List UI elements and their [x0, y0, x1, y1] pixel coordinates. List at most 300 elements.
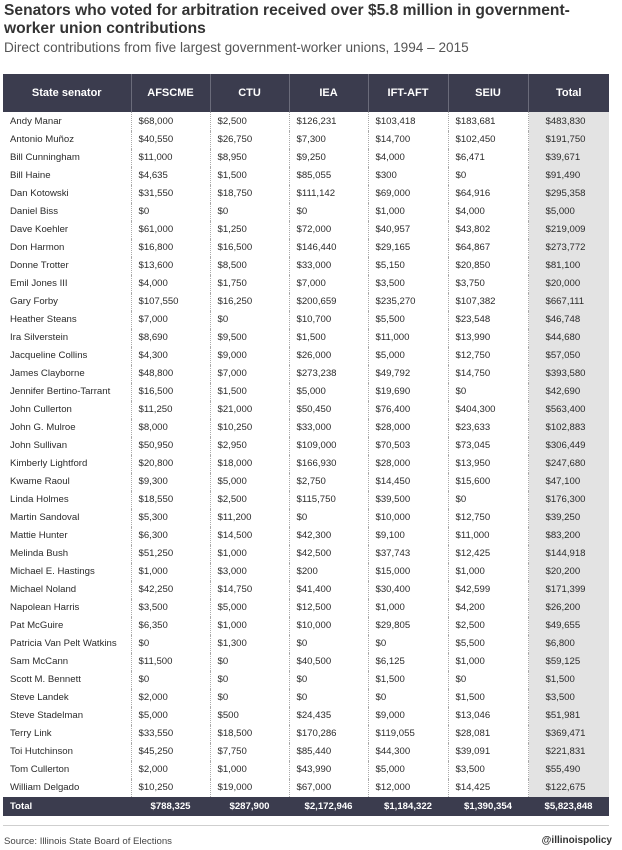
- iea-cell: $200: [289, 563, 368, 581]
- seiu-cell: $0: [448, 167, 528, 185]
- senator-name-cell: Andy Manar: [10, 116, 62, 127]
- seiu-cell: $0: [448, 383, 528, 401]
- seiu-cell: $183,681: [448, 112, 528, 131]
- iea-cell: $0: [289, 203, 368, 221]
- afscme-cell: $2,000: [131, 689, 210, 707]
- ctu-cell: $0: [210, 689, 289, 707]
- total-cell: $667,111: [528, 293, 609, 311]
- afscme-cell: $42,250: [131, 581, 210, 599]
- senator-name-cell: Scott M. Bennett: [10, 674, 81, 685]
- seiu-cell: $0: [448, 671, 528, 689]
- afscme-cell: $3,500: [131, 599, 210, 617]
- seiu-cell: $23,548: [448, 311, 528, 329]
- afscme-cell: $31,550: [131, 185, 210, 203]
- total-cell: $144,918: [528, 545, 609, 563]
- seiu-cell: $12,425: [448, 545, 528, 563]
- seiu-cell: $14,425: [448, 779, 528, 797]
- total-ift-aft: $1,184,322: [368, 797, 448, 816]
- seiu-cell: $13,990: [448, 329, 528, 347]
- total-cell: $57,050: [528, 347, 609, 365]
- table-row: [3, 635, 609, 653]
- iea-cell: $0: [289, 635, 368, 653]
- ift-aft-cell: $9,100: [368, 527, 448, 545]
- senator-name-cell: Gary Forby: [10, 296, 58, 307]
- total-cell: $247,680: [528, 455, 609, 473]
- table-row: [3, 365, 609, 383]
- iea-cell: $170,286: [289, 725, 368, 743]
- ctu-cell: $0: [210, 653, 289, 671]
- senator-name-cell: Bill Cunningham: [10, 152, 80, 163]
- ctu-cell: $26,750: [210, 131, 289, 149]
- seiu-cell: $404,300: [448, 401, 528, 419]
- ctu-cell: $1,250: [210, 221, 289, 239]
- ift-aft-cell: $1,000: [368, 599, 448, 617]
- afscme-cell: $16,500: [131, 383, 210, 401]
- seiu-cell: $3,500: [448, 761, 528, 779]
- afscme-cell: $9,300: [131, 473, 210, 491]
- ift-aft-cell: $28,000: [368, 419, 448, 437]
- ctu-cell: $8,500: [210, 257, 289, 275]
- senator-name-cell: Michael Noland: [10, 584, 77, 595]
- total-cell: $44,680: [528, 329, 609, 347]
- afscme-cell: $61,000: [131, 221, 210, 239]
- ctu-cell: $9,500: [210, 329, 289, 347]
- column-header-senator: State senator: [3, 74, 131, 112]
- total-cell: $191,750: [528, 131, 609, 149]
- column-header-afscme: AFSCME: [131, 74, 210, 112]
- iea-cell: $111,142: [289, 185, 368, 203]
- ift-aft-cell: $40,957: [368, 221, 448, 239]
- senator-name-cell: Antonio Muñoz: [10, 134, 74, 145]
- total-cell: $369,471: [528, 725, 609, 743]
- table-row: [3, 761, 609, 779]
- total-cell: $122,675: [528, 779, 609, 797]
- ctu-cell: $0: [210, 203, 289, 221]
- senator-name-cell: Toi Hutchinson: [10, 746, 73, 757]
- iea-cell: $126,231: [289, 112, 368, 131]
- table-row: [3, 419, 609, 437]
- ift-aft-cell: $4,000: [368, 149, 448, 167]
- senator-name-cell: Bill Haine: [10, 170, 51, 181]
- senator-name-cell: Dave Koehler: [10, 224, 69, 235]
- table-row: [3, 545, 609, 563]
- total-cell: $273,772: [528, 239, 609, 257]
- ift-aft-cell: $5,000: [368, 761, 448, 779]
- table-row: [3, 689, 609, 707]
- iea-cell: $41,400: [289, 581, 368, 599]
- senator-name-cell: Jennifer Bertino-Tarrant: [10, 386, 111, 397]
- chart-title: Senators who voted for arbitration received over $5.8 million in government-worker union contributions: [4, 2, 570, 37]
- senator-name-cell: Emil Jones III: [10, 278, 68, 289]
- chart-subtitle: Direct contributions from five largest government-worker unions, 1994 – 2015: [4, 40, 469, 55]
- seiu-cell: $28,081: [448, 725, 528, 743]
- ctu-cell: $10,250: [210, 419, 289, 437]
- ift-aft-cell: $14,450: [368, 473, 448, 491]
- ctu-cell: $7,750: [210, 743, 289, 761]
- iea-cell: $10,700: [289, 311, 368, 329]
- senator-name-cell: Melinda Bush: [10, 548, 69, 559]
- total-grand: $5,823,848: [528, 797, 609, 816]
- total-cell: $563,400: [528, 401, 609, 419]
- iea-cell: $42,500: [289, 545, 368, 563]
- afscme-cell: $48,800: [131, 365, 210, 383]
- table-row: [3, 112, 609, 131]
- table-row: [3, 653, 609, 671]
- ift-aft-cell: $37,743: [368, 545, 448, 563]
- table-row: [3, 509, 609, 527]
- ctu-cell: $3,000: [210, 563, 289, 581]
- contributions-table: [3, 74, 609, 816]
- ift-aft-cell: $10,000: [368, 509, 448, 527]
- ift-aft-cell: $76,400: [368, 401, 448, 419]
- senator-name-cell: John Cullerton: [10, 404, 72, 415]
- table-row: [3, 275, 609, 293]
- senator-name-cell: James Clayborne: [10, 368, 85, 379]
- ift-aft-cell: $12,000: [368, 779, 448, 797]
- ctu-cell: $1,000: [210, 545, 289, 563]
- senator-name-cell: Napolean Harris: [10, 602, 80, 613]
- table-row: [3, 779, 609, 797]
- ift-aft-cell: $11,000: [368, 329, 448, 347]
- seiu-cell: $4,200: [448, 599, 528, 617]
- senator-name-cell: Kwame Raoul: [10, 476, 70, 487]
- senator-name-cell: John Sullivan: [10, 440, 68, 451]
- total-cell: $171,399: [528, 581, 609, 599]
- iea-cell: $67,000: [289, 779, 368, 797]
- ctu-cell: $1,300: [210, 635, 289, 653]
- seiu-cell: $12,750: [448, 509, 528, 527]
- table-row: [3, 491, 609, 509]
- seiu-cell: $1,000: [448, 653, 528, 671]
- total-cell: $20,200: [528, 563, 609, 581]
- table-row: [3, 437, 609, 455]
- total-cell: $39,671: [528, 149, 609, 167]
- ctu-cell: $18,750: [210, 185, 289, 203]
- ctu-cell: $2,950: [210, 437, 289, 455]
- ift-aft-cell: $300: [368, 167, 448, 185]
- senator-name-cell: Dan Kotowski: [10, 188, 69, 199]
- senator-name-cell: Sam McCann: [10, 656, 69, 667]
- ctu-cell: $1,750: [210, 275, 289, 293]
- afscme-cell: $4,635: [131, 167, 210, 185]
- total-ctu: $287,900: [210, 797, 289, 816]
- table-row: [3, 185, 609, 203]
- afscme-cell: $11,250: [131, 401, 210, 419]
- table-row: [3, 599, 609, 617]
- ift-aft-cell: $39,500: [368, 491, 448, 509]
- senator-name-cell: Martin Sandoval: [10, 512, 80, 523]
- ctu-cell: $14,750: [210, 581, 289, 599]
- afscme-cell: $1,000: [131, 563, 210, 581]
- seiu-cell: $13,950: [448, 455, 528, 473]
- table-row: [3, 401, 609, 419]
- ift-aft-cell: $19,690: [368, 383, 448, 401]
- afscme-cell: $7,000: [131, 311, 210, 329]
- afscme-cell: $0: [131, 203, 210, 221]
- table-row: [3, 203, 609, 221]
- total-cell: $26,200: [528, 599, 609, 617]
- total-cell: $1,500: [528, 671, 609, 689]
- iea-cell: $9,250: [289, 149, 368, 167]
- seiu-cell: $107,382: [448, 293, 528, 311]
- iea-cell: $85,440: [289, 743, 368, 761]
- afscme-cell: $0: [131, 671, 210, 689]
- total-cell: $5,000: [528, 203, 609, 221]
- source-note: Source: Illinois State Board of Elections: [4, 836, 172, 847]
- total-cell: $83,200: [528, 527, 609, 545]
- table-header-row: [3, 74, 609, 112]
- ift-aft-cell: $29,805: [368, 617, 448, 635]
- table-row: [3, 239, 609, 257]
- afscme-cell: $107,550: [131, 293, 210, 311]
- ift-aft-cell: $235,270: [368, 293, 448, 311]
- table-row: [3, 725, 609, 743]
- table-row: [3, 707, 609, 725]
- afscme-cell: $6,350: [131, 617, 210, 635]
- seiu-cell: $12,750: [448, 347, 528, 365]
- ctu-cell: $5,000: [210, 599, 289, 617]
- afscme-cell: $2,000: [131, 761, 210, 779]
- senator-name-cell: Daniel Biss: [10, 206, 58, 217]
- senator-name-cell: Don Harmon: [10, 242, 65, 253]
- iea-cell: $42,300: [289, 527, 368, 545]
- seiu-cell: $0: [448, 491, 528, 509]
- table-row: [3, 581, 609, 599]
- table-row: [3, 257, 609, 275]
- iea-cell: $2,750: [289, 473, 368, 491]
- afscme-cell: $5,000: [131, 707, 210, 725]
- total-cell: $42,690: [528, 383, 609, 401]
- iea-cell: $5,000: [289, 383, 368, 401]
- seiu-cell: $6,471: [448, 149, 528, 167]
- column-header-iea: IEA: [289, 74, 368, 112]
- total-cell: $20,000: [528, 275, 609, 293]
- afscme-cell: $16,800: [131, 239, 210, 257]
- seiu-cell: $15,600: [448, 473, 528, 491]
- afscme-cell: $4,000: [131, 275, 210, 293]
- iea-cell: $40,500: [289, 653, 368, 671]
- senator-name-cell: Kimberly Lightford: [10, 458, 88, 469]
- senator-name-cell: Heather Steans: [10, 314, 77, 325]
- ctu-cell: $8,950: [210, 149, 289, 167]
- senator-name-cell: Michael E. Hastings: [10, 566, 95, 577]
- ift-aft-cell: $1,000: [368, 203, 448, 221]
- senator-name-cell: Tom Cullerton: [10, 764, 70, 775]
- seiu-cell: $102,450: [448, 131, 528, 149]
- ift-aft-cell: $30,400: [368, 581, 448, 599]
- ctu-cell: $1,500: [210, 167, 289, 185]
- total-cell: $306,449: [528, 437, 609, 455]
- ift-aft-cell: $9,000: [368, 707, 448, 725]
- table-row: [3, 329, 609, 347]
- senator-name-cell: Linda Holmes: [10, 494, 69, 505]
- iea-cell: $273,238: [289, 365, 368, 383]
- footer-divider: [3, 825, 609, 826]
- table-body: [3, 112, 609, 797]
- ift-aft-cell: $0: [368, 635, 448, 653]
- senator-name-cell: William Delgado: [10, 782, 80, 793]
- total-cell: $295,358: [528, 185, 609, 203]
- table-row: [3, 167, 609, 185]
- total-cell: $6,800: [528, 635, 609, 653]
- ctu-cell: $2,500: [210, 112, 289, 131]
- ctu-cell: $18,500: [210, 725, 289, 743]
- seiu-cell: $1,500: [448, 689, 528, 707]
- afscme-cell: $51,250: [131, 545, 210, 563]
- total-cell: $221,831: [528, 743, 609, 761]
- ift-aft-cell: $5,500: [368, 311, 448, 329]
- senator-name-cell: Patricia Van Pelt Watkins: [10, 638, 117, 649]
- iea-cell: $7,000: [289, 275, 368, 293]
- afscme-cell: $10,250: [131, 779, 210, 797]
- ift-aft-cell: $70,503: [368, 437, 448, 455]
- afscme-cell: $20,800: [131, 455, 210, 473]
- senator-name-cell: Steve Landek: [10, 692, 69, 703]
- afscme-cell: $18,550: [131, 491, 210, 509]
- senator-name-cell: Ira Silverstein: [10, 332, 69, 343]
- iea-cell: $33,000: [289, 257, 368, 275]
- seiu-cell: $14,750: [448, 365, 528, 383]
- total-label: Total: [3, 797, 131, 816]
- seiu-cell: $73,045: [448, 437, 528, 455]
- ift-aft-cell: $5,150: [368, 257, 448, 275]
- total-afscme: $788,325: [131, 797, 210, 816]
- ctu-cell: $0: [210, 311, 289, 329]
- table-row: [3, 743, 609, 761]
- ctu-cell: $1,000: [210, 617, 289, 635]
- seiu-cell: $64,916: [448, 185, 528, 203]
- table-row: [3, 347, 609, 365]
- table-row: [3, 671, 609, 689]
- ift-aft-cell: $6,125: [368, 653, 448, 671]
- ctu-cell: $9,000: [210, 347, 289, 365]
- seiu-cell: $5,500: [448, 635, 528, 653]
- total-cell: $483,830: [528, 112, 609, 131]
- seiu-cell: $39,091: [448, 743, 528, 761]
- senator-name-cell: Terry Link: [10, 728, 52, 739]
- ift-aft-cell: $0: [368, 689, 448, 707]
- ift-aft-cell: $49,792: [368, 365, 448, 383]
- seiu-cell: $2,500: [448, 617, 528, 635]
- senator-name-cell: Pat McGuire: [10, 620, 64, 631]
- seiu-cell: $13,046: [448, 707, 528, 725]
- ctu-cell: $1,000: [210, 761, 289, 779]
- ift-aft-cell: $1,500: [368, 671, 448, 689]
- total-cell: $55,490: [528, 761, 609, 779]
- column-header-ift-aft: IFT-AFT: [368, 74, 448, 112]
- ift-aft-cell: $69,000: [368, 185, 448, 203]
- total-cell: $51,981: [528, 707, 609, 725]
- table-row: [3, 221, 609, 239]
- iea-cell: $0: [289, 671, 368, 689]
- ctu-cell: $5,000: [210, 473, 289, 491]
- column-header-ctu: CTU: [210, 74, 289, 112]
- total-cell: $39,250: [528, 509, 609, 527]
- afscme-cell: $11,000: [131, 149, 210, 167]
- iea-cell: $50,450: [289, 401, 368, 419]
- afscme-cell: $11,500: [131, 653, 210, 671]
- afscme-cell: $13,600: [131, 257, 210, 275]
- ift-aft-cell: $14,700: [368, 131, 448, 149]
- ctu-cell: $18,000: [210, 455, 289, 473]
- ctu-cell: $7,000: [210, 365, 289, 383]
- table-total-row: [3, 797, 609, 816]
- seiu-cell: $4,000: [448, 203, 528, 221]
- total-cell: $393,580: [528, 365, 609, 383]
- ift-aft-cell: $29,165: [368, 239, 448, 257]
- iea-cell: $0: [289, 509, 368, 527]
- seiu-cell: $42,599: [448, 581, 528, 599]
- iea-cell: $24,435: [289, 707, 368, 725]
- afscme-cell: $68,000: [131, 112, 210, 131]
- senator-name-cell: Donne Trotter: [10, 260, 69, 271]
- ctu-cell: $16,500: [210, 239, 289, 257]
- ctu-cell: $16,250: [210, 293, 289, 311]
- total-iea: $2,172,946: [289, 797, 368, 816]
- table-row: [3, 563, 609, 581]
- table-row: [3, 383, 609, 401]
- ift-aft-cell: $5,000: [368, 347, 448, 365]
- seiu-cell: $20,850: [448, 257, 528, 275]
- iea-cell: $12,500: [289, 599, 368, 617]
- iea-cell: $7,300: [289, 131, 368, 149]
- seiu-cell: $64,867: [448, 239, 528, 257]
- table-row: [3, 617, 609, 635]
- ift-aft-cell: $103,418: [368, 112, 448, 131]
- iea-cell: $109,000: [289, 437, 368, 455]
- iea-cell: $200,659: [289, 293, 368, 311]
- social-handle: @illinoispolicy: [541, 835, 612, 846]
- iea-cell: $10,000: [289, 617, 368, 635]
- ctu-cell: $500: [210, 707, 289, 725]
- iea-cell: $85,055: [289, 167, 368, 185]
- total-cell: $59,125: [528, 653, 609, 671]
- seiu-cell: $11,000: [448, 527, 528, 545]
- table-row: [3, 131, 609, 149]
- ctu-cell: $11,200: [210, 509, 289, 527]
- iea-cell: $26,000: [289, 347, 368, 365]
- total-cell: $49,655: [528, 617, 609, 635]
- senator-name-cell: Jacqueline Collins: [10, 350, 88, 361]
- afscme-cell: $8,690: [131, 329, 210, 347]
- iea-cell: $43,990: [289, 761, 368, 779]
- iea-cell: $33,000: [289, 419, 368, 437]
- table-row: [3, 473, 609, 491]
- ctu-cell: $21,000: [210, 401, 289, 419]
- iea-cell: $1,500: [289, 329, 368, 347]
- afscme-cell: $33,550: [131, 725, 210, 743]
- afscme-cell: $8,000: [131, 419, 210, 437]
- afscme-cell: $5,300: [131, 509, 210, 527]
- iea-cell: $166,930: [289, 455, 368, 473]
- afscme-cell: $4,300: [131, 347, 210, 365]
- ctu-cell: $0: [210, 671, 289, 689]
- table-row: [3, 311, 609, 329]
- afscme-cell: $50,950: [131, 437, 210, 455]
- iea-cell: $115,750: [289, 491, 368, 509]
- seiu-cell: $43,802: [448, 221, 528, 239]
- total-cell: $102,883: [528, 419, 609, 437]
- total-cell: $47,100: [528, 473, 609, 491]
- seiu-cell: $1,000: [448, 563, 528, 581]
- ift-aft-cell: $44,300: [368, 743, 448, 761]
- table-row: [3, 293, 609, 311]
- total-cell: $219,009: [528, 221, 609, 239]
- afscme-cell: $45,250: [131, 743, 210, 761]
- column-header-seiu: SEIU: [448, 74, 528, 112]
- ift-aft-cell: $15,000: [368, 563, 448, 581]
- senator-name-cell: Steve Stadelman: [10, 710, 84, 721]
